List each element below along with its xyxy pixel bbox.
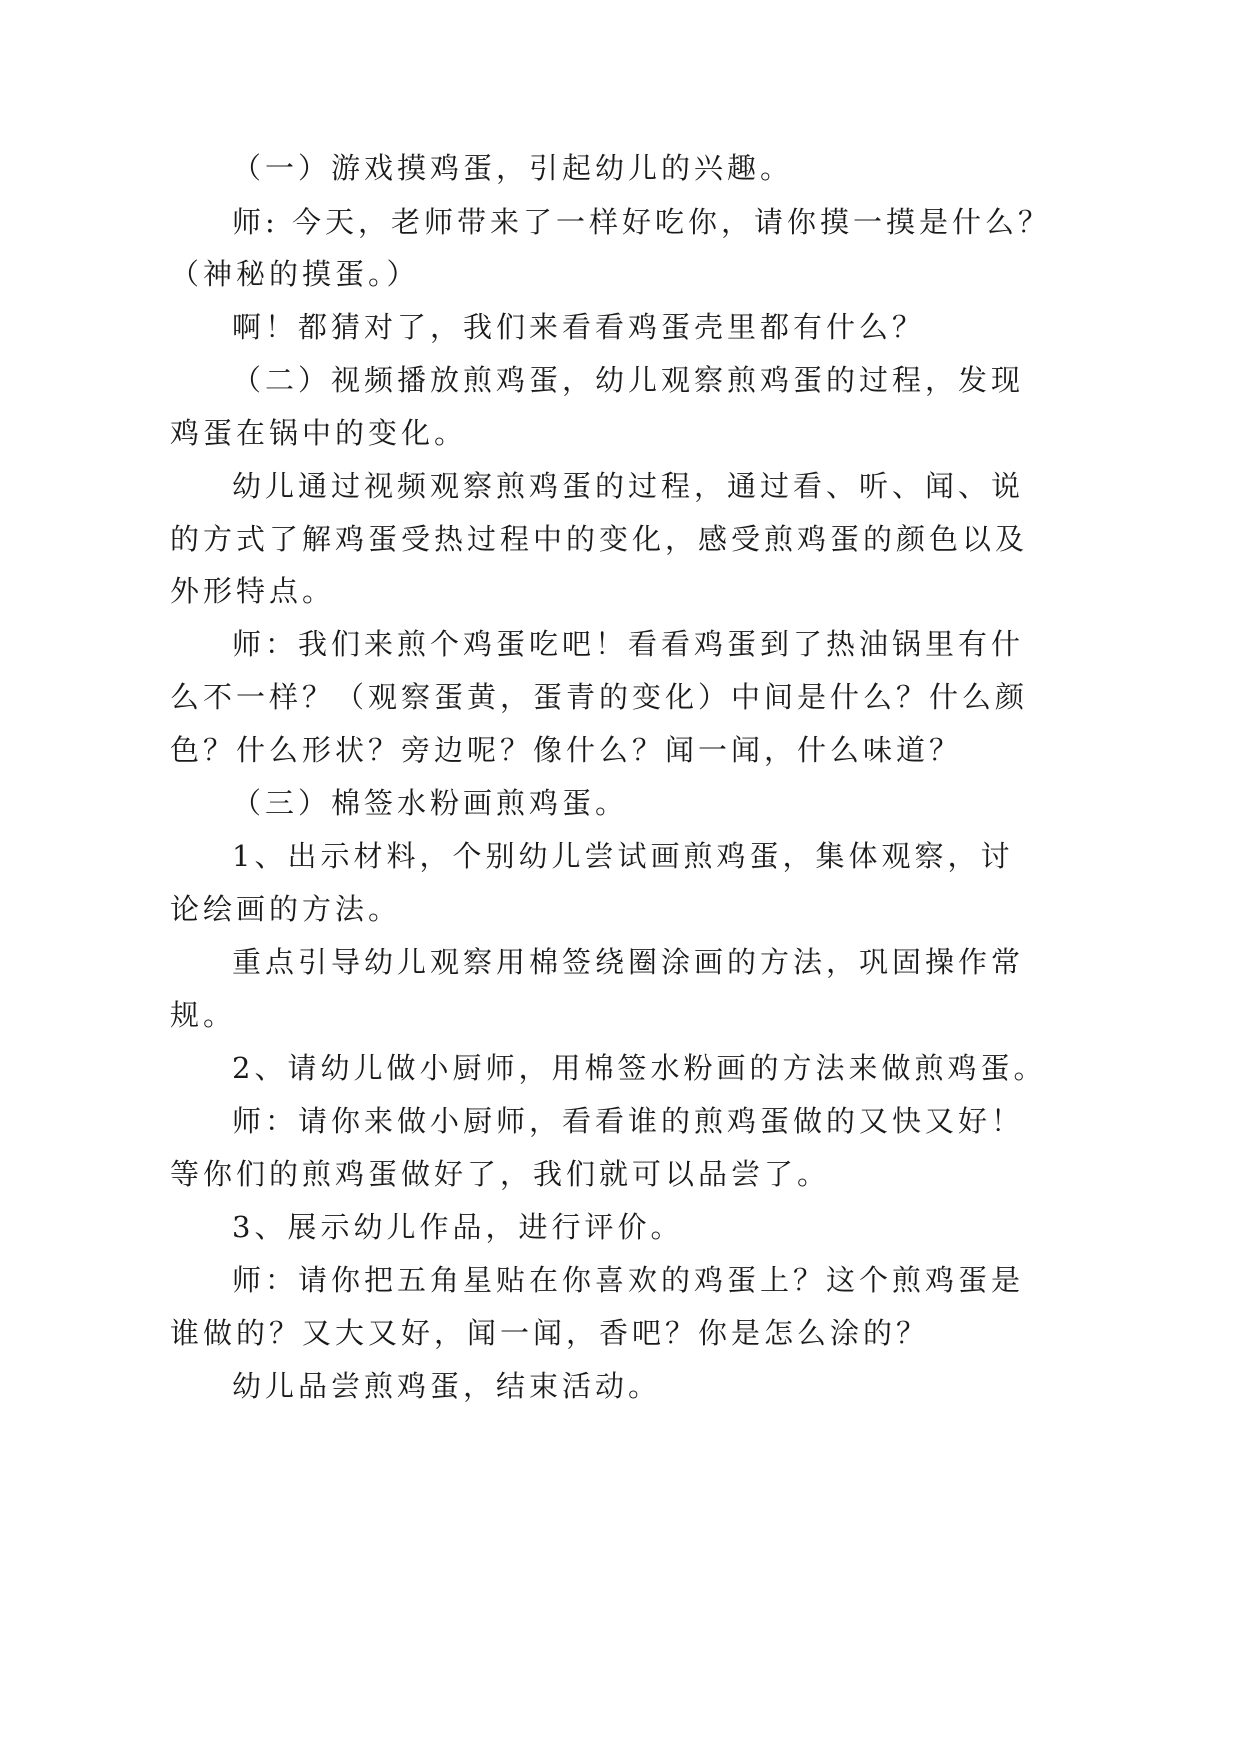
paragraph-line: （神秘的摸蛋。） xyxy=(170,257,420,291)
paragraph-line: 谁做的？又大又好，闻一闻，香吧？你是怎么涂的？ xyxy=(170,1316,930,1350)
section-heading-3: （三）棉签水粉画煎鸡蛋。 xyxy=(232,786,629,820)
paragraph-line: 2、请幼儿做小厨师，用棉签水粉画的方法来做煎鸡蛋。 xyxy=(232,1051,1047,1085)
paragraph-line: 幼儿通过视频观察煎鸡蛋的过程，通过看、听、闻、说 xyxy=(232,469,1025,503)
paragraph-line: 1、出示材料，个别幼儿尝试画煎鸡蛋，集体观察，讨 xyxy=(232,839,1014,873)
paragraph-line: 重点引导幼儿观察用棉签绕圈涂画的方法，巩固操作常 xyxy=(232,945,1025,979)
paragraph-line: 幼儿品尝煎鸡蛋，结束活动。 xyxy=(232,1369,662,1403)
section-heading-2: （二）视频播放煎鸡蛋，幼儿观察煎鸡蛋的过程，发现 xyxy=(232,363,1025,397)
paragraph-line: 外形特点。 xyxy=(170,574,336,608)
paragraph-line: 规。 xyxy=(170,998,237,1032)
paragraph-line: 么不一样？（观察蛋黄，蛋青的变化）中间是什么？什么颜 xyxy=(170,680,1029,714)
paragraph-line: 师：请你来做小厨师，看看谁的煎鸡蛋做的又快又好！ xyxy=(232,1104,1025,1138)
paragraph-line: 师：我们来煎个鸡蛋吃吧！看看鸡蛋到了热油锅里有什 xyxy=(232,627,1025,661)
paragraph-line: 等你们的煎鸡蛋做好了，我们就可以品尝了。 xyxy=(170,1157,831,1191)
paragraph-line: 3、展示幼儿作品，进行评价。 xyxy=(232,1210,684,1244)
paragraph-line: 的方式了解鸡蛋受热过程中的变化，感受煎鸡蛋的颜色以及 xyxy=(170,522,1029,556)
paragraph-line: 师: 今天，老师带来了一样好吃你，请你摸一摸是什么？ xyxy=(232,205,1051,239)
paragraph-line: 色？什么形状？旁边呢？像什么？闻一闻，什么味道？ xyxy=(170,733,963,767)
paragraph-line: 鸡蛋在锅中的变化。 xyxy=(170,416,468,450)
paragraph-line: 啊！都猜对了，我们来看看鸡蛋壳里都有什么？ xyxy=(232,310,926,344)
paragraph-line: 论绘画的方法。 xyxy=(170,892,402,926)
paragraph-line: 师：请你把五角星贴在你喜欢的鸡蛋上？这个煎鸡蛋是 xyxy=(232,1263,1025,1297)
section-heading-1: （一）游戏摸鸡蛋，引起幼儿的兴趣。 xyxy=(232,151,794,185)
